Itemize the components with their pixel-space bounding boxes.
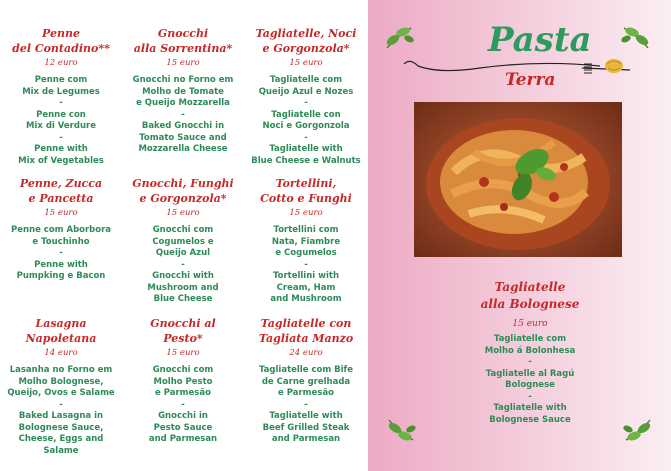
dish-price: 24 euro <box>289 348 323 358</box>
leaf-icon <box>383 22 417 52</box>
menu-item <box>244 26 368 167</box>
leaf-icon <box>618 22 652 52</box>
dish-name: Penne del Contadino** <box>12 27 110 55</box>
leaf-icon <box>385 416 419 446</box>
featured-dish-price: 15 euro <box>512 319 548 329</box>
dish-price: 15 euro <box>289 208 323 218</box>
dish-name: Gnocchi alla Sorrentina* <box>133 27 233 55</box>
menu-item <box>0 316 122 457</box>
brand-title: Pasta <box>488 20 592 60</box>
leaf-icon <box>620 416 654 446</box>
brand-subtitle: Terra <box>505 70 556 90</box>
dish-description: Penne com Mix de Legumes - Penne con Mix di Verdure - Penne with Mix of Vegetables <box>18 75 104 166</box>
dish-description: Lasanha no Forno em Molho Bolognese, Queijo, Ovos e Salame - Baked Lasagna in Bolognese Sauce, Cheese, Eggs and Salame <box>7 365 115 456</box>
dish-name: Lasagna Napoletana <box>25 317 97 345</box>
dish-price: 12 euro <box>44 58 78 68</box>
dish-description: Tagliatelle com Queijo Azul e Nozes - Tagliatelle con Noci e Gorgonzola - Tagliatelle with Blue Cheese e Walnuts <box>251 75 361 166</box>
menu-item <box>0 176 122 283</box>
featured-dish-name: Tagliatelle alla Bolognese <box>480 280 580 311</box>
menu-item <box>244 176 368 306</box>
menu-item <box>0 26 122 167</box>
dish-name: Tortellini, Cotto e Funghi <box>260 177 352 205</box>
featured-dish-description: Tagliatelle com Molho á Bolonhesa - Tagliatelle al Ragú Bolognese - Tagliatelle with Bolognese Sauce <box>484 334 576 425</box>
menu-item <box>122 176 244 306</box>
dish-price: 15 euro <box>166 348 200 358</box>
dish-name: Tagliatelle, Noci e Gorgonzola* <box>255 27 357 55</box>
dish-price: 15 euro <box>289 58 323 68</box>
featured-dish <box>450 279 610 426</box>
menu-item <box>244 316 368 446</box>
dish-description: Gnocchi no Forno em Molho de Tomate e Queijo Mozzarella - Baked Gnocchi in Tomato Sauce and Mozzarella Cheese <box>132 75 234 154</box>
dish-description: Tortellini com Nata, Fiambre e Cogumelos - Tortellini with Cream, Ham and Mushroom <box>270 225 342 304</box>
dish-price: 15 euro <box>44 208 78 218</box>
menu-item <box>122 316 244 446</box>
dish-name: Gnocchi al Pesto* <box>150 317 216 345</box>
dish-description: Gnocchi com Molho Pesto e Parmesão - Gnocchi in Pesto Sauce and Parmesan <box>148 365 218 444</box>
pasta-dish-photo <box>414 102 622 257</box>
dish-description: Tagliatelle com Bife de Carne grelhada e Parmesão - Tagliatelle with Beef Grilled Steak and Parmesan <box>258 365 353 444</box>
dish-description: Penne com Aborbora e Touchinho - Penne with Pumpking e Bacon <box>10 225 112 281</box>
dish-price: 15 euro <box>166 208 200 218</box>
dish-price: 14 euro <box>44 348 78 358</box>
dish-name: Penne, Zucca e Pancetta <box>19 177 103 205</box>
dish-description: Gnocchi com Cogumelos e Queijo Azul - Gnocchi with Mushroom and Blue Cheese <box>147 225 219 304</box>
dish-name: Tagliatelle con Tagliata Manzo <box>258 317 354 345</box>
menu-item <box>122 26 244 156</box>
dish-price: 15 euro <box>166 58 200 68</box>
dish-name: Gnocchi, Funghi e Gorgonzola* <box>132 177 234 205</box>
